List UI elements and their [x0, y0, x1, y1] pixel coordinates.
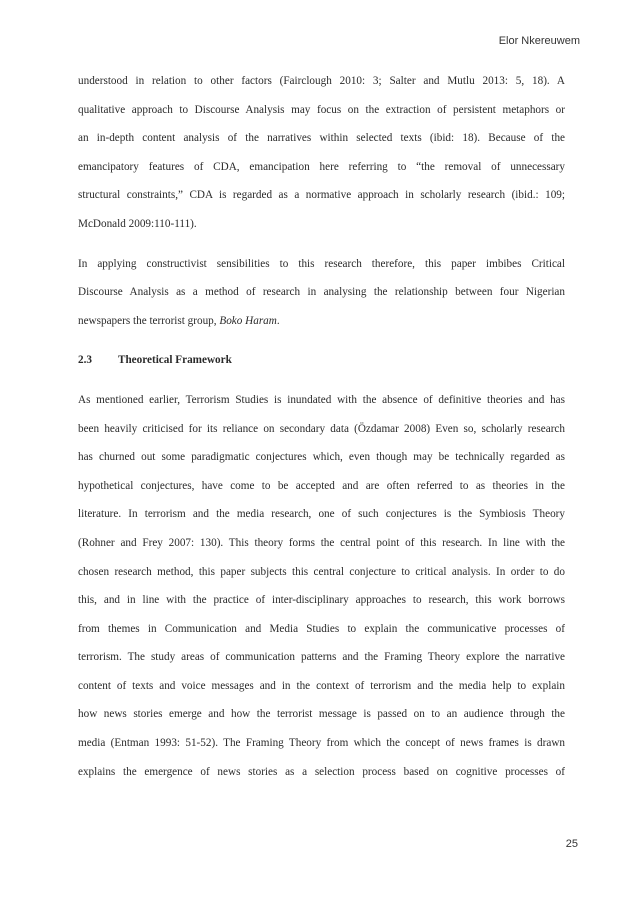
text-line: Discourse Analysis as a method of research in analysing the relationship between four Nigerian — [78, 286, 565, 299]
page-number: 25 — [565, 838, 578, 850]
text-line: literature. In terrorism and the media research, one of such conjectures is the Symbiosis Theory — [78, 508, 565, 521]
text-line: terrorism. The study areas of communication patterns and the Framing Theory explore the narrative — [78, 651, 565, 664]
text-line: this, and in line with the practice of inter-disciplinary approaches to research, this work borrows — [78, 594, 565, 607]
text-line: media (Entman 1993: 51-52). The Framing Theory from which the concept of news frames is drawn — [78, 737, 565, 750]
body-text — [78, 67, 565, 786]
text-line: structural constraints,” CDA is regarded as a normative approach in scholarly research (ibid.: 109; — [78, 189, 565, 202]
text-line: chosen research method, this paper subjects this central conjecture to critical analysis. In order to do — [78, 565, 565, 578]
text-fragment: newspapers the terrorist group, — [78, 314, 220, 327]
paragraph-1 — [78, 67, 565, 239]
text-line: In applying constructivist sensibilities to this research therefore, this paper imbibes Critical — [78, 257, 565, 270]
paragraph-2 — [78, 250, 565, 336]
section-title: Theoretical Framework — [118, 354, 232, 367]
text-line: an in-depth content analysis of the narratives within selected texts (ibid: 18). Because of the — [78, 132, 565, 145]
italic-term-boko-haram: Boko Haram — [219, 314, 277, 327]
text-line: (Rohner and Frey 2007: 130). This theory forms the central point of this research. In line with the — [78, 536, 565, 549]
text-line — [78, 307, 565, 336]
text-line: McDonald 2009:110-111). — [78, 217, 197, 230]
text-line: understood in relation to other factors (Fairclough 2010: 3; Salter and Mutlu 2013: 5, 18). A — [78, 75, 565, 87]
running-header-author: Elor Nkereuwem — [498, 35, 580, 47]
section-heading — [78, 346, 565, 375]
text-line: qualitative approach to Discourse Analysis may focus on the extraction of persistent metaphors or — [78, 103, 565, 116]
text-line: from themes in Communication and Media Studies to explain the communicative processes of — [78, 622, 565, 635]
text-line: As mentioned earlier, Terrorism Studies is inundated with the absence of definitive theories and has — [78, 393, 565, 406]
text-line: been heavily criticised for its reliance on secondary data (Özdamar 2008) Even so, scholarly research — [78, 422, 565, 435]
text-line: how news stories emerge and how the terrorist message is passed on to an audience through the — [78, 708, 565, 721]
section-number: 2.3 — [78, 354, 92, 367]
text-line: emancipatory features of CDA, emancipation here referring to “the removal of unnecessary — [78, 160, 565, 173]
text-line: content of texts and voice messages and in the context of terrorism and the media help to explain — [78, 679, 565, 692]
text-fragment: . — [276, 314, 280, 327]
text-line: hypothetical conjectures, have come to be accepted and are often referred to as theories in the — [78, 479, 565, 492]
text-line: has churned out some paradigmatic conjectures which, even though may be technically regarded as — [78, 451, 565, 464]
text-line: explains the emergence of news stories as a selection process based on cognitive processes of — [78, 765, 565, 778]
paragraph-3 — [78, 386, 565, 786]
